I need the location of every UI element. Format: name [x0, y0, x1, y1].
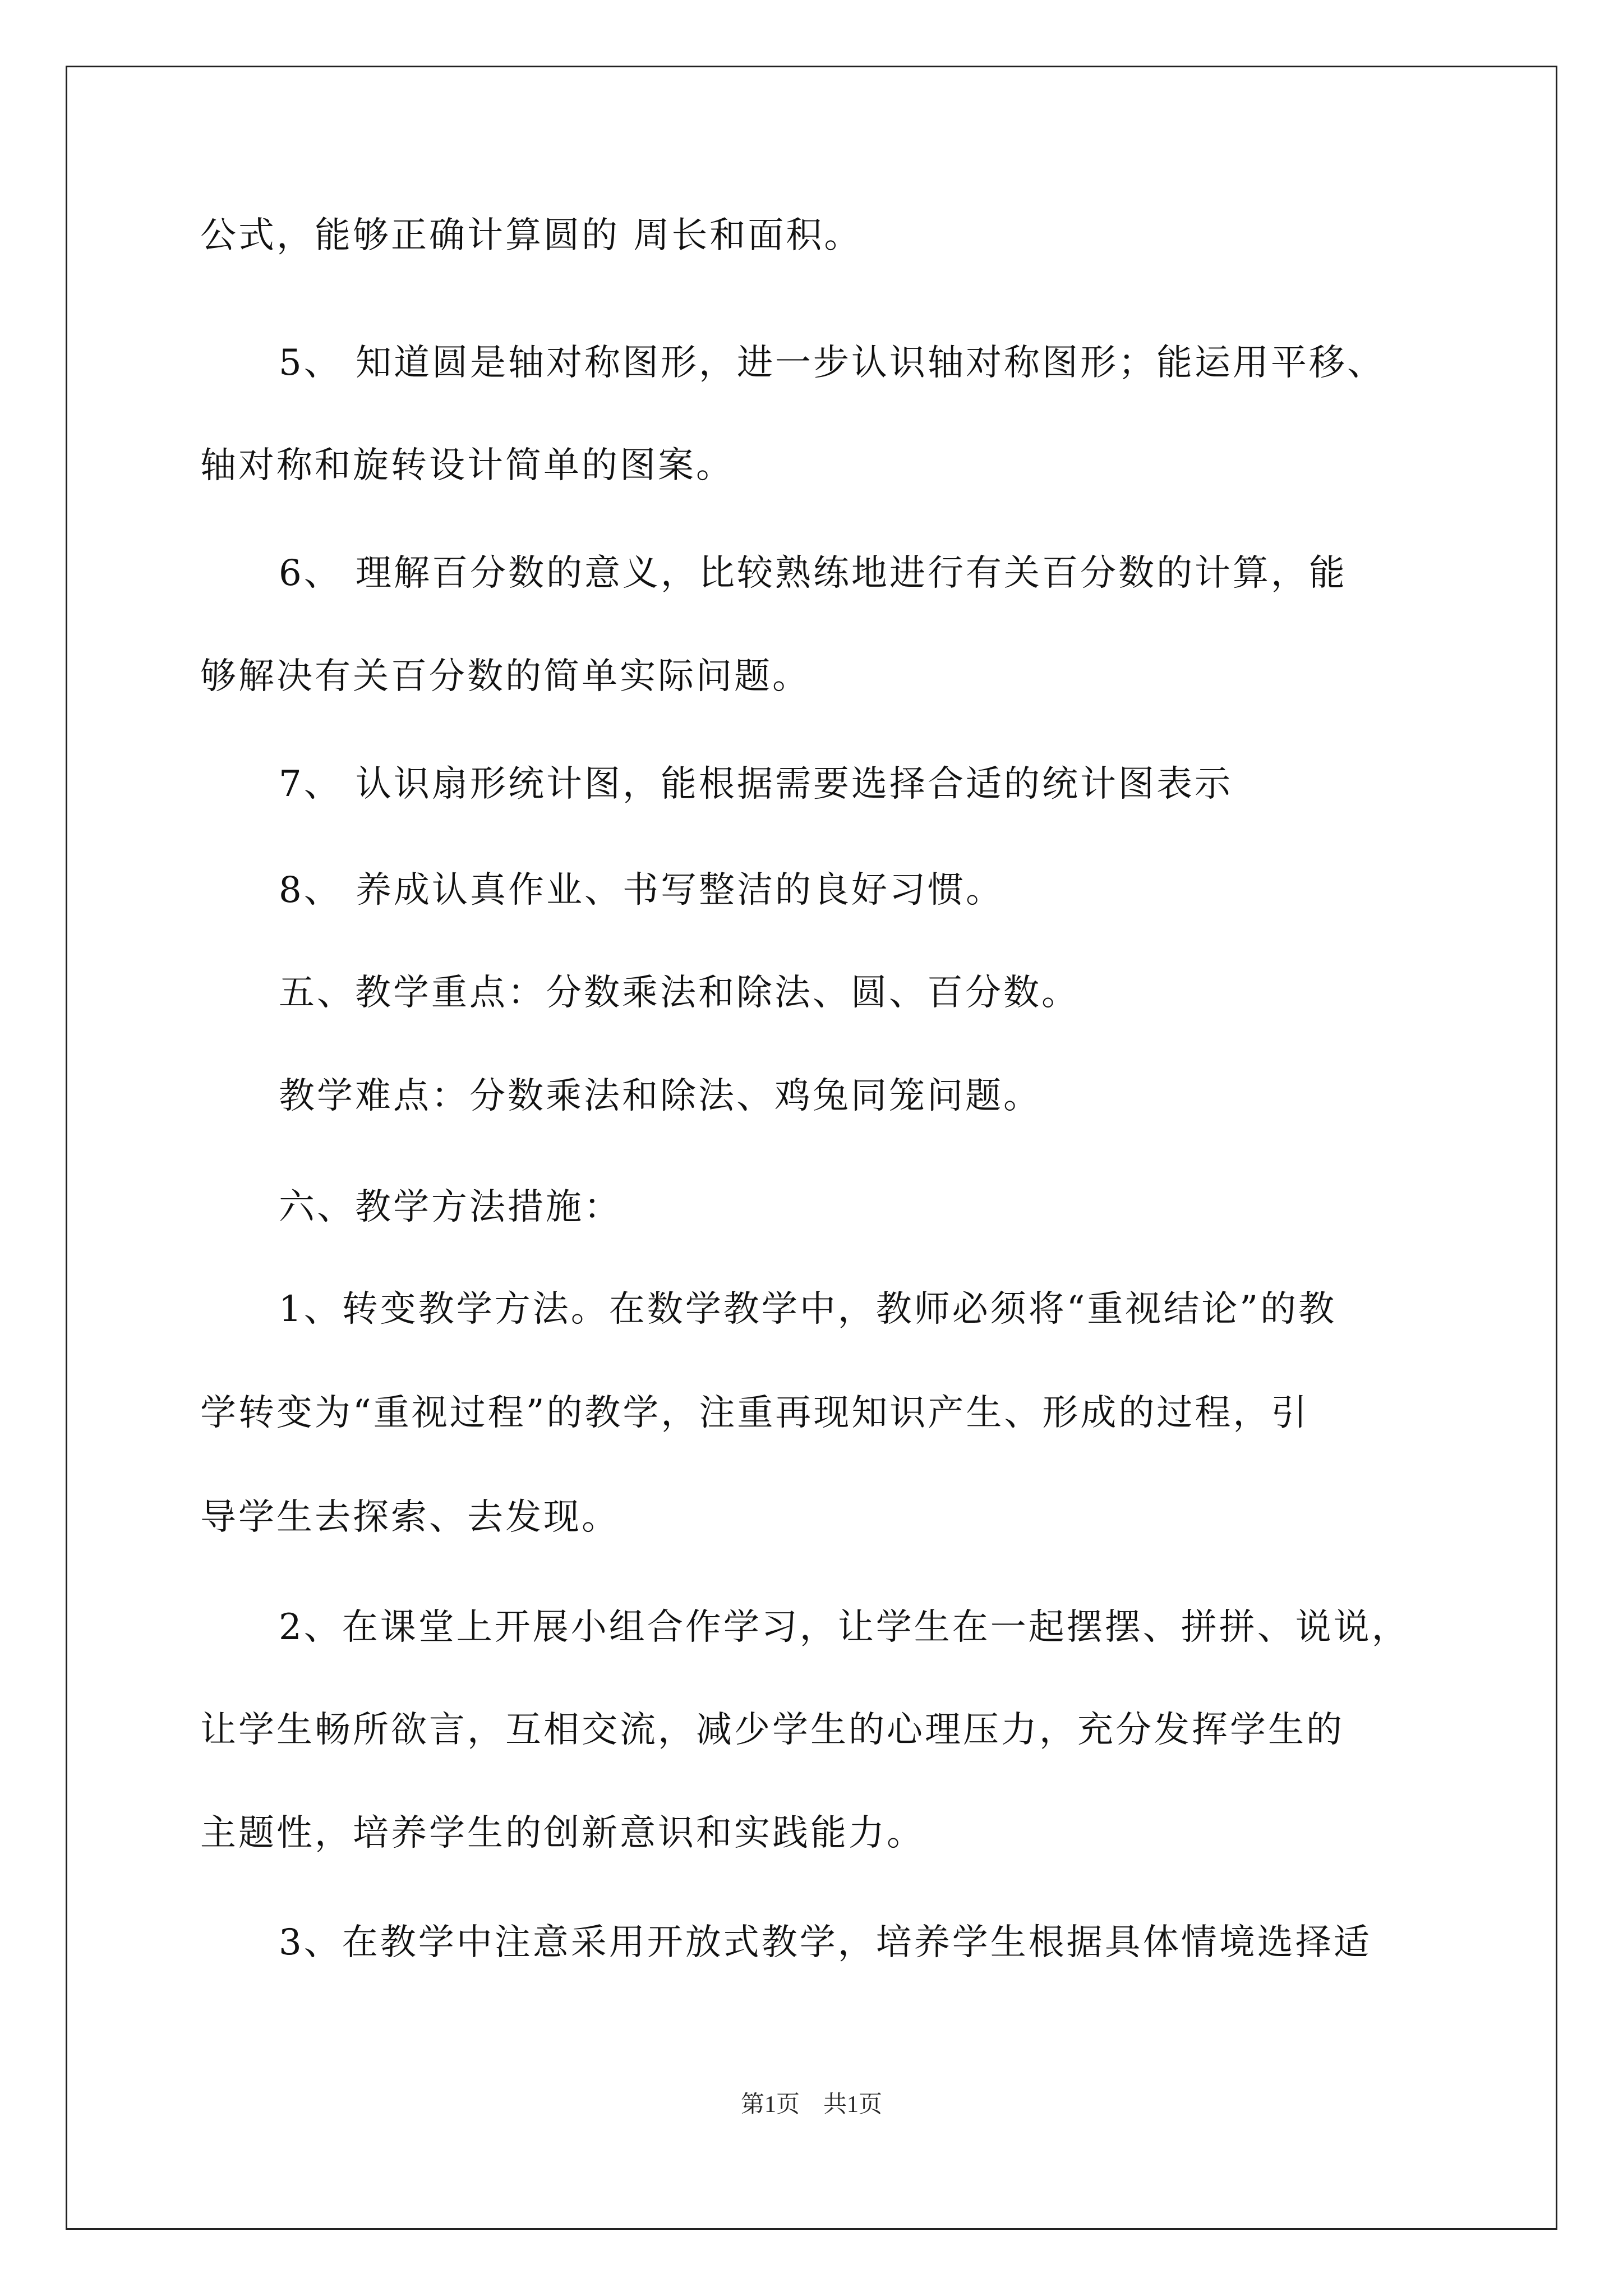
text-line-8: 五、教学重点：分数乘法和除法、圆、百分数。 — [279, 972, 1080, 1014]
text-line-9: 教学难点：分数乘法和除法、鸡兔同笼问题。 — [279, 1075, 1041, 1117]
text-line-6: 7、 认识扇形统计图，能根据需要选择合适的统计图表示 — [279, 763, 1233, 805]
text-line-1: 公式，能够正确计算圆的 周长和面积。 — [200, 215, 863, 256]
text-line-15: 让学生畅所欲言，互相交流，减少学生的心理压力，充分发挥学生的 — [200, 1709, 1344, 1751]
text-line-12: 学转变为“重视过程”的教学，注重再现知识产生、形成的过程，引 — [200, 1392, 1310, 1434]
text-line-14: 2、在课堂上开展小组合作学习，让学生在一起摆摆、拼拼、说说， — [279, 1607, 1410, 1648]
text-line-11: 1、转变教学方法。在数学教学中，教师必须将“重视结论”的教 — [279, 1289, 1337, 1330]
text-line-5: 够解决有关百分数的简单实际问题。 — [200, 656, 810, 697]
page-border — [66, 66, 1557, 2230]
text-line-4: 6、 理解百分数的意义，比较熟练地进行有关百分数的计算，能 — [279, 553, 1348, 594]
text-line-7: 8、 养成认真作业、书写整洁的良好习惯。 — [279, 869, 1004, 911]
text-line-3: 轴对称和旋转设计简单的图案。 — [200, 445, 734, 486]
text-line-2: 5、 知道圆是轴对称图形，进一步认识轴对称图形；能运用平移、 — [279, 342, 1386, 384]
text-line-10: 六、教学方法措施： — [279, 1186, 622, 1228]
text-line-13: 导学生去探索、去发现。 — [200, 1497, 620, 1538]
text-line-17: 3、在教学中注意采用开放式教学，培养学生根据具体情境选择适 — [279, 1922, 1372, 1963]
text-line-16: 主题性，培养学生的创新意识和实践能力。 — [200, 1812, 925, 1854]
page-footer: 第1页 共1页 — [740, 2092, 882, 2118]
